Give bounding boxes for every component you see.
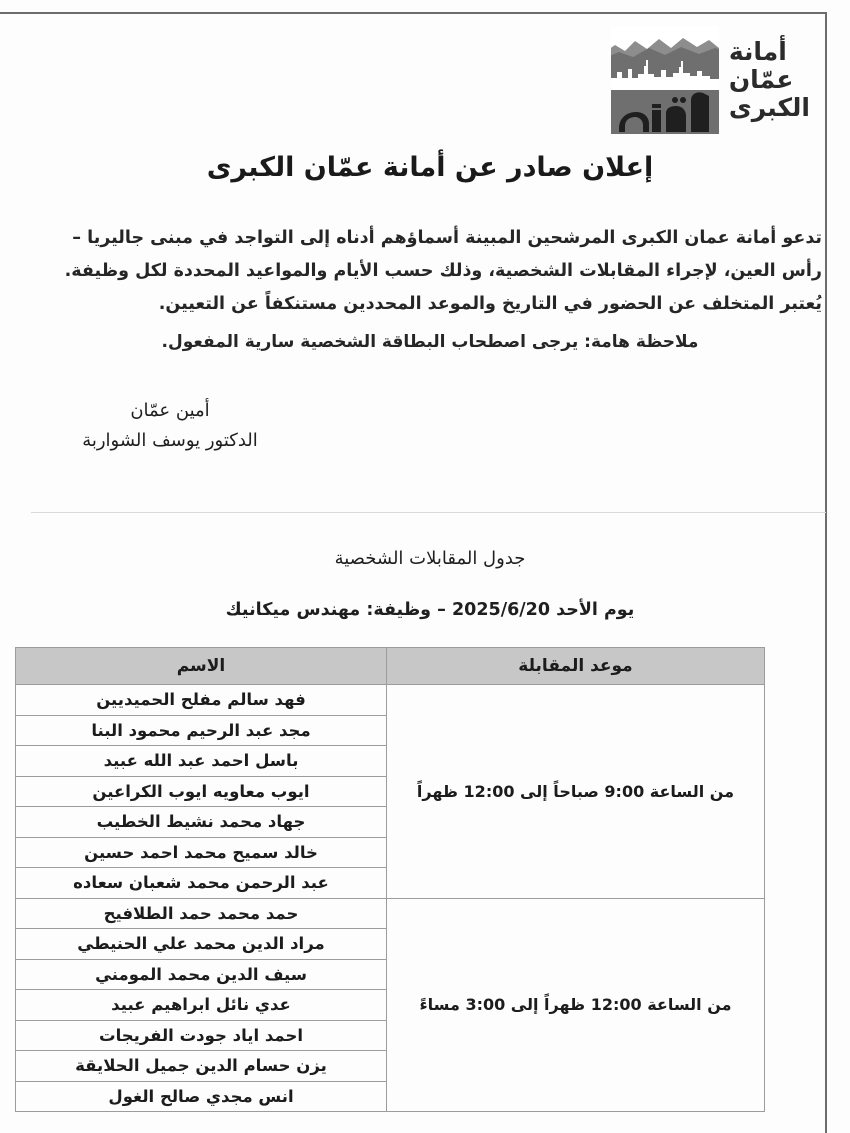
signature-block <box>50 396 290 456</box>
interviews-schedule-table <box>15 647 765 1112</box>
candidate-name: عبد الرحمن محمد شعبان سعاده <box>16 868 387 899</box>
page-frame-right-line <box>825 12 827 1133</box>
schedule-subtitle: يوم الأحد 2025/6/20 – وظيفة: مهندس ميكانيك <box>225 600 635 620</box>
logo-amman-calligraphy-icon <box>611 80 719 134</box>
table-row <box>16 898 765 929</box>
important-note-text: ملاحظة هامة: يرجى اصطحاب البطاقة الشخصية سارية المفعول. <box>161 332 699 352</box>
candidate-name: سيف الدين محمد المومني <box>16 959 387 990</box>
page-title: إعلان صادر عن أمانة عمّان الكبرى <box>206 152 654 183</box>
candidate-name: حمد محمد حمد الطلافيح <box>16 898 387 929</box>
table-header <box>16 648 765 685</box>
table-row <box>16 685 765 716</box>
section-divider <box>31 512 826 513</box>
logo-line-1: أمانة <box>728 37 787 66</box>
candidate-name: انس مجدي صالح الغول <box>16 1081 387 1112</box>
interview-time-slot: من الساعة 9:00 صباحاً إلى 12:00 ظهراً <box>387 685 765 899</box>
candidate-name: احمد اياد جودت الفريجات <box>16 1020 387 1051</box>
table-header-row <box>16 648 765 685</box>
table-body <box>16 685 765 1112</box>
logo-emblem-icon <box>611 26 719 134</box>
candidate-name: فهد سالم مفلح الحميديين <box>16 685 387 716</box>
candidate-name: مراد الدين محمد علي الحنيطي <box>16 929 387 960</box>
logo-line-3: الكبرى <box>728 93 810 122</box>
signatory-title: أمين عمّان <box>130 400 210 421</box>
column-header-time: موعد المقابلة <box>387 648 765 685</box>
page-frame-top-line <box>0 12 827 14</box>
signatory-name: الدكتور يوسف الشواربة <box>82 430 258 451</box>
candidate-name: مجد عبد الرحيم محمود البنا <box>16 715 387 746</box>
announcement-body-paragraph: تدعو أمانة عمان الكبرى المرشحين المبينة أسماؤهم أدناه إلى التواجد في مبنى جاليريا – رأس العين، لإجراء المقابلات الشخصية، وذلك حسب الأيام والمواعيد المحددة لكل وظيفة. يُعتبر المتخلف عن الحضور في التاريخ والموعد المحددين مستنكفاً عن التعيين. <box>64 228 822 314</box>
logo-line-2: عمّان <box>728 65 794 94</box>
candidate-name: يزن حسام الدين جميل الحلايقة <box>16 1051 387 1082</box>
candidate-name: عدي نائل ابراهيم عبيد <box>16 990 387 1021</box>
candidate-name: ايوب معاويه ايوب الكراعين <box>16 776 387 807</box>
candidate-name: باسل احمد عبد الله عبيد <box>16 746 387 777</box>
interview-time-slot: من الساعة 12:00 ظهراً إلى 3:00 مساءً <box>387 898 765 1112</box>
logo-wordmark <box>729 38 810 122</box>
candidate-name: جهاد محمد نشيط الخطيب <box>16 807 387 838</box>
amman-municipality-logo <box>611 26 810 134</box>
candidate-name: خالد سميح محمد احمد حسين <box>16 837 387 868</box>
column-header-name: الاسم <box>16 648 387 685</box>
schedule-title: جدول المقابلات الشخصية <box>334 548 526 569</box>
